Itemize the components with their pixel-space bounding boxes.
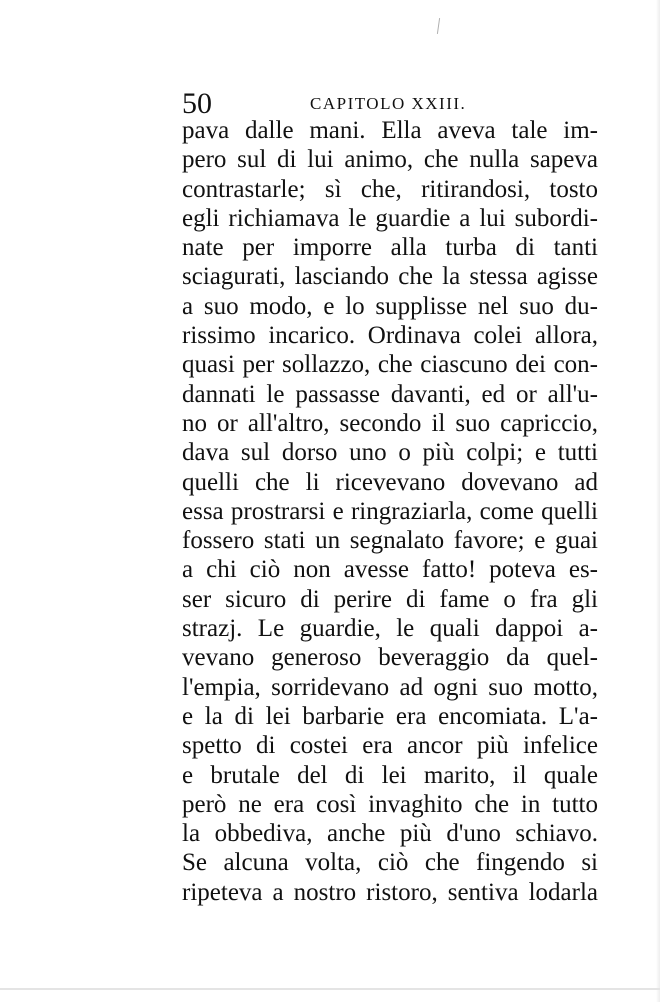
text-line: dava sul dorso uno o più colpi; e tutti [182,439,598,467]
text-line: pero sul di lui animo, che nulla sapeva [182,146,598,174]
text-line: a suo modo, e lo supplisse nel suo du- [182,292,598,320]
text-line: pava dalle mani. Ella aveva tale im- [182,117,598,144]
text-line: a chi ciò non avesse fatto! poteva es- [182,556,598,584]
page-bottom-edge [0,988,660,990]
text-line: dannati le passasse davanti, ed or all'u- [182,380,598,408]
text-line: ripeteva a nostro ristoro, sentiva lodarla [182,878,598,906]
text-line: la obbediva, anche più d'uno schiavo. [182,820,598,848]
text-line: Se alcuna volta, ciò che fingendo si [182,849,598,877]
text-line: essa prostrarsi e ringraziarla, come quelli [182,497,598,525]
page-number: 50 [182,87,212,120]
text-line: contrastarle; sì che, ritirandosi, tosto [182,175,598,203]
margin-mark [437,18,440,34]
text-line: quasi per sollazzo, che ciascuno dei con- [182,351,598,379]
text-line: e brutale del di lei marito, il quale [182,761,598,789]
text-line: rissimo incarico. Ordinava colei allora, [182,322,598,350]
text-line: spetto di costei era ancor più infelice [182,732,598,760]
body-text [182,116,598,907]
text-line: vevano generoso beveraggio da quel- [182,644,598,672]
text-line: egli richiamava le guardie a lui subordi- [182,204,598,232]
text-line: ser sicuro di perire di fame o fra gli [182,585,598,613]
text-line: però ne era così invaghito che in tutto [182,790,598,818]
running-title: CAPITOLO XXIII. [310,94,467,113]
text-line: l'empia, sorridevano ad ogni suo motto, [182,673,598,701]
text-line: e la di lei barbarie era encomiata. L'a- [182,702,598,730]
page-edge-shadow [656,0,660,1002]
text-line: sciagurati, lasciando che la stessa agisse [182,263,598,291]
text-line: fossero stati un segnalato favore; e guai [182,527,598,555]
text-line: strazj. Le guardie, le quali dappoi a- [182,615,598,643]
text-line: nate per imporre alla turba di tanti [182,234,598,262]
text-line: no or all'altro, secondo il suo capriccio, [182,409,598,437]
text-line: quelli che li ricevevano dovevano ad [182,468,598,496]
